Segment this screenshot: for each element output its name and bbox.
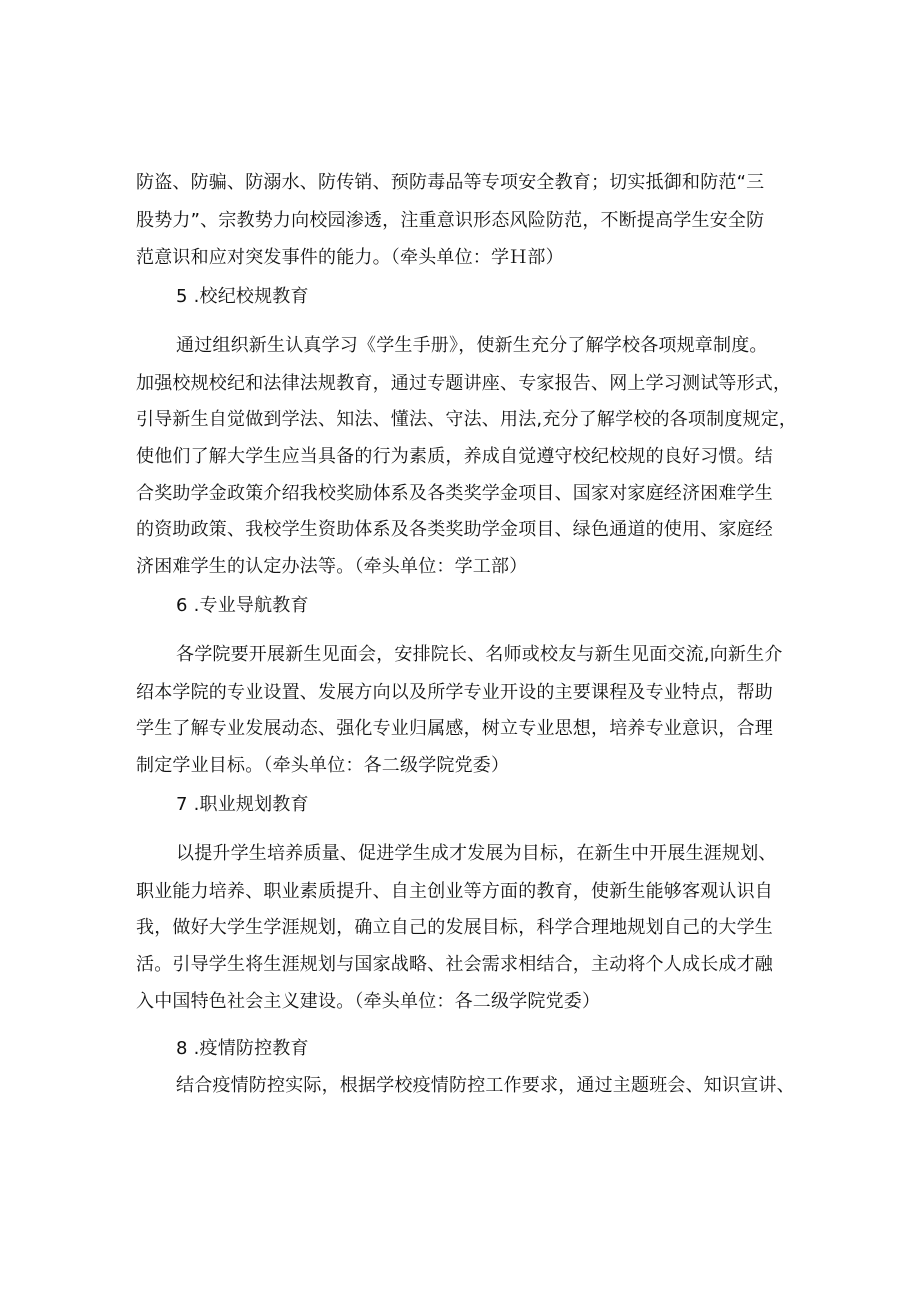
paragraph-line: 入中国特色社会主义建设。（牵头单位：各二级学院党委）: [136, 991, 601, 1012]
paragraph-line: 济困难学生的认定办法等。（牵头单位：学工部）: [136, 556, 528, 577]
paragraph-line: 学生了解专业发展动态、强化专业归属感，树立专业思想，培养专业意识，合理: [136, 718, 773, 739]
paragraph-line: 绍本学院的专业设置、发展方向以及所学专业开设的主要课程及专业特点，帮助: [136, 682, 773, 703]
paragraph-line: 活。引导学生将生涯规划与国家战略、社会需求相结合，主动将个人成长成才融: [136, 954, 773, 975]
paragraph-line: 范意识和应对突发事件的能力。（牵头单位：学Ｈ部）: [136, 247, 564, 268]
section-heading-6: 6 .专业导航教育: [176, 595, 309, 616]
paragraph-line: 合奖助学金政策介绍我校奖励体系及各类奖学金项目、国家对家庭经济困难学生: [136, 483, 773, 504]
paragraph-line: 的资助政策、我校学生资助体系及各类奖助学金项目、绿色通道的使用、家庭经: [136, 519, 773, 540]
paragraph-line: 我，做好大学生学涯规划，确立自己的发展目标，科学合理地规划自己的大学生: [136, 917, 773, 938]
paragraph-line: 引导新生自觉做到学法、知法、懂法、守法、用法,充分了解学校的各项制度规定，: [136, 409, 798, 430]
section-heading-5: 5 .校纪校规教育: [176, 286, 309, 307]
paragraph-line: 防盗、防骗、防溺水、防传销、预防毒品等专项安全教育；切实抵御和防范“三: [136, 172, 765, 193]
paragraph-line: 以提升学生培养质量、促进学生成才发展为目标，在新生中开展生涯规划、: [176, 843, 777, 864]
paragraph-line: 加强校规校纪和法律法规教育，通过专题讲座、专家报告、网上学习测试等形式，: [136, 373, 792, 394]
paragraph-line: 股势力”、宗教势力向校园渗透，注重意识形态风险防范，不断提高学生安全防: [136, 210, 765, 231]
paragraph-line: 使他们了解大学生应当具备的行为素质，养成自觉遵守校纪校规的良好习惯。结: [136, 446, 773, 467]
paragraph-line: 结合疫情防控实际，根据学校疫情防控工作要求，通过主题班会、知识宣讲、: [176, 1075, 795, 1096]
section-heading-7: 7 .职业规划教育: [176, 794, 309, 815]
paragraph-line: 制定学业目标。（牵头单位：各二级学院党委）: [136, 755, 510, 776]
paragraph-line: 职业能力培养、职业素质提升、自主创业等方面的教育，使新生能够客观认识自: [136, 881, 773, 902]
paragraph-line: 各学院要开展新生见面会，安排院长、名师或校友与新生见面交流,向新生介: [176, 644, 783, 665]
paragraph-line: 通过组织新生认真学习《学生手册》，使新生充分了解学校各项规章制度。: [176, 335, 768, 356]
section-heading-8: 8 .疫情防控教育: [176, 1038, 309, 1059]
